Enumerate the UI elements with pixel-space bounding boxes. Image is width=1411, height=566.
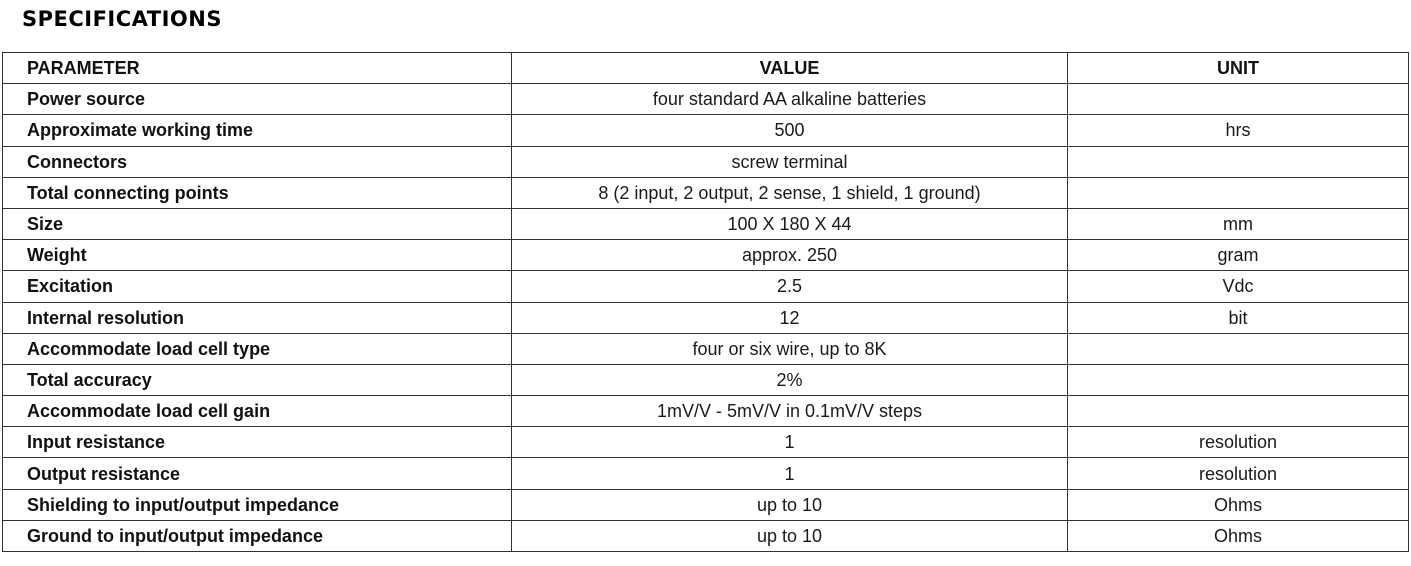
parameter-cell: Ground to input/output impedance — [3, 520, 512, 551]
value-cell: up to 10 — [512, 520, 1068, 551]
unit-cell — [1068, 177, 1409, 208]
header-unit: UNIT — [1068, 53, 1409, 84]
value-cell: 1mV/V - 5mV/V in 0.1mV/V steps — [512, 396, 1068, 427]
parameter-cell: Weight — [3, 240, 512, 271]
table-row — [3, 396, 1409, 427]
unit-cell — [1068, 146, 1409, 177]
parameter-cell: Power source — [3, 84, 512, 115]
unit-cell — [1068, 364, 1409, 395]
table-row — [3, 458, 1409, 489]
parameter-cell: Approximate working time — [3, 115, 512, 146]
table-row — [3, 427, 1409, 458]
table-row — [3, 489, 1409, 520]
value-cell: up to 10 — [512, 489, 1068, 520]
value-cell: 2% — [512, 364, 1068, 395]
parameter-cell: Connectors — [3, 146, 512, 177]
value-cell: four standard AA alkaline batteries — [512, 84, 1068, 115]
unit-cell: Ohms — [1068, 489, 1409, 520]
value-cell: 8 (2 input, 2 output, 2 sense, 1 shield, 1 ground) — [512, 177, 1068, 208]
table-row — [3, 115, 1409, 146]
unit-cell — [1068, 84, 1409, 115]
table-row — [3, 302, 1409, 333]
unit-cell: gram — [1068, 240, 1409, 271]
parameter-cell: Input resistance — [3, 427, 512, 458]
specifications-table — [2, 52, 1409, 552]
page-title: SPECIFICATIONS — [22, 7, 222, 31]
table-row — [3, 146, 1409, 177]
unit-cell: mm — [1068, 208, 1409, 239]
parameter-cell: Excitation — [3, 271, 512, 302]
table-row — [3, 364, 1409, 395]
unit-cell: hrs — [1068, 115, 1409, 146]
unit-cell: bit — [1068, 302, 1409, 333]
unit-cell: resolution — [1068, 458, 1409, 489]
value-cell: 1 — [512, 427, 1068, 458]
table-header-row — [3, 53, 1409, 84]
table-row — [3, 84, 1409, 115]
table-row — [3, 271, 1409, 302]
table-row — [3, 240, 1409, 271]
value-cell: 1 — [512, 458, 1068, 489]
table-row — [3, 520, 1409, 551]
parameter-cell: Shielding to input/output impedance — [3, 489, 512, 520]
value-cell: approx. 250 — [512, 240, 1068, 271]
parameter-cell: Total connecting points — [3, 177, 512, 208]
parameter-cell: Output resistance — [3, 458, 512, 489]
parameter-cell: Size — [3, 208, 512, 239]
parameter-cell: Total accuracy — [3, 364, 512, 395]
header-value: VALUE — [512, 53, 1068, 84]
unit-cell: Ohms — [1068, 520, 1409, 551]
value-cell: 12 — [512, 302, 1068, 333]
value-cell: screw terminal — [512, 146, 1068, 177]
value-cell: 100 X 180 X 44 — [512, 208, 1068, 239]
unit-cell: Vdc — [1068, 271, 1409, 302]
value-cell: 2.5 — [512, 271, 1068, 302]
parameter-cell: Accommodate load cell gain — [3, 396, 512, 427]
value-cell: 500 — [512, 115, 1068, 146]
header-parameter: PARAMETER — [3, 53, 512, 84]
unit-cell: resolution — [1068, 427, 1409, 458]
parameter-cell: Accommodate load cell type — [3, 333, 512, 364]
value-cell: four or six wire, up to 8K — [512, 333, 1068, 364]
parameter-cell: Internal resolution — [3, 302, 512, 333]
table-body — [3, 84, 1409, 552]
unit-cell — [1068, 396, 1409, 427]
table-row — [3, 208, 1409, 239]
unit-cell — [1068, 333, 1409, 364]
table-row — [3, 333, 1409, 364]
table-row — [3, 177, 1409, 208]
